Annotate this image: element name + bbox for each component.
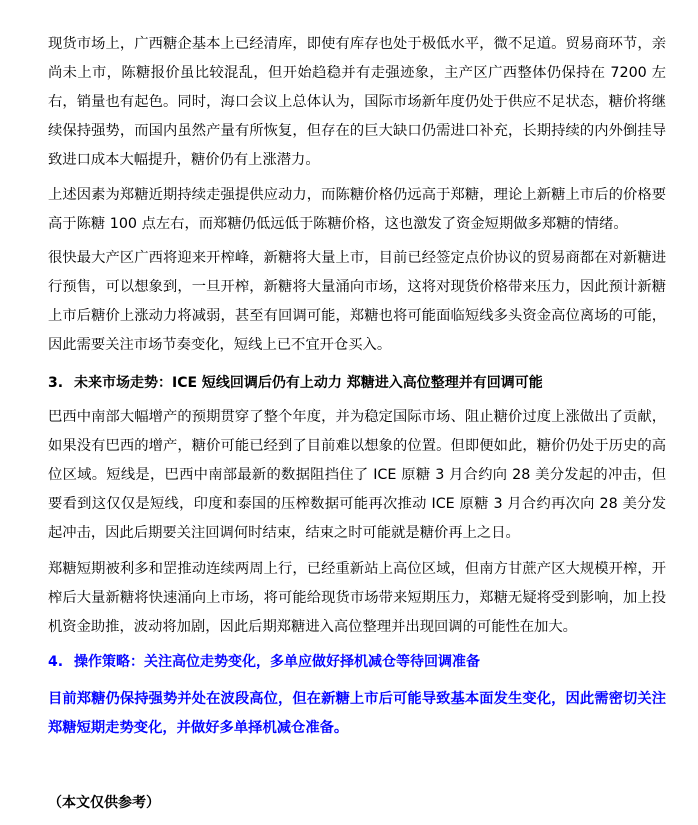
section-title: 未来市场走势：ICE 短线回调后仍有上动力 郑糖进入高位整理并有回调可能 (74, 375, 543, 391)
paragraph-driving-factors: 上述因素为郑糖近期持续走强提供应动力，而陈糖价格仍远高于郑糖，理论上新糖上市后的价格要高于陈糖 100 点左右，而郑糖仍低远低于陈糖价格，这也激发了资金短期做多郑糖的情绪。 (48, 187, 666, 232)
section-heading-strategy (48, 648, 666, 677)
paragraph-strategy: 目前郑糖仍保持强势并处在波段高位，但在新糖上市后可能导致基本面发生变化，因此需密切关注郑糖短期走势变化，并做好多单择机减仓准备。 (48, 691, 666, 736)
paragraph-guangxi-outlook: 很快最大产区广西将迎来开榨峰，新糖将大量上市，目前已经签定点价协议的贸易商都在对新糖进行预售，可以想象到，一旦开榨，新糖将大量涌向市场，这将对现货价格带来压力，因此预计新糖上市后糖价上涨动力将减弱，甚至有回调可能，郑糖也将可能面临短线多头资金高位离场的可能，因此需要关注市场节奏变化，短线上已不宜开仓买入。 (48, 250, 666, 353)
section-heading-market-trend (48, 369, 666, 398)
paragraph-spot-market: 现货市场上，广西糖企基本上已经清库，即使有库存也处于极低水平，微不足道。贸易商环节，亲尚未上市，陈糖报价虽比较混乱，但开始趋稳并有走强迹象，主产区广西整体仍保持在 7200 左右，销量也有起色。同时，海口会议上总体认为，国际市场新年度仍处于供应不足状态，糖价将继续保持强势，而国内虽然产量有所恢复，但存在的巨大缺口仍需进口补充，长期持续的内外倒挂导致进口成本大幅提升，糖价仍有上涨潜力。 (48, 36, 666, 168)
section-title: 操作策略：关注高位走势变化，多单应做好择机减仓等待回调准备 (74, 654, 480, 670)
section-number: 4. (48, 654, 64, 670)
section-number: 3. (48, 375, 64, 391)
paragraph-zhengzhou-sugar: 郑糖短期被利多和罡推动连续两周上行，已经重新站上高位区域，但南方甘蔗产区大规模开榨，开榨后大量新糖将快速涌向上市场，将可能给现货市场带来短期压力，郑糖无疑将受到影响，加上投机资金助推，波动将加剧，因此后期郑糖进入高位整理并出现回调的可能性在加大。 (48, 561, 666, 635)
paragraph-brazil-production: 巴西中南部大幅增产的预期贯穿了整个年度，并为稳定国际市场、阻止糖价过度上涨做出了贡献，如果没有巴西的增产，糖价可能已经到了目前难以想象的位置。但即便如此，糖价仍处于历史的高位区域。短线是，巴西中南部最新的数据阻挡住了 ICE 原糖 3 月合约向 28 美分发起的冲击，但要看到这仅仅是短线，印度和泰国的压榨数据可能再次推动 ICE 原糖 3 月合约再次向 28 美分发起冲击，因此后期要关注回调何时结束，结束之时可能就是糖价再上之日。 (48, 409, 666, 541)
footnote-reference-only: （本文仅供参考） (48, 795, 160, 811)
